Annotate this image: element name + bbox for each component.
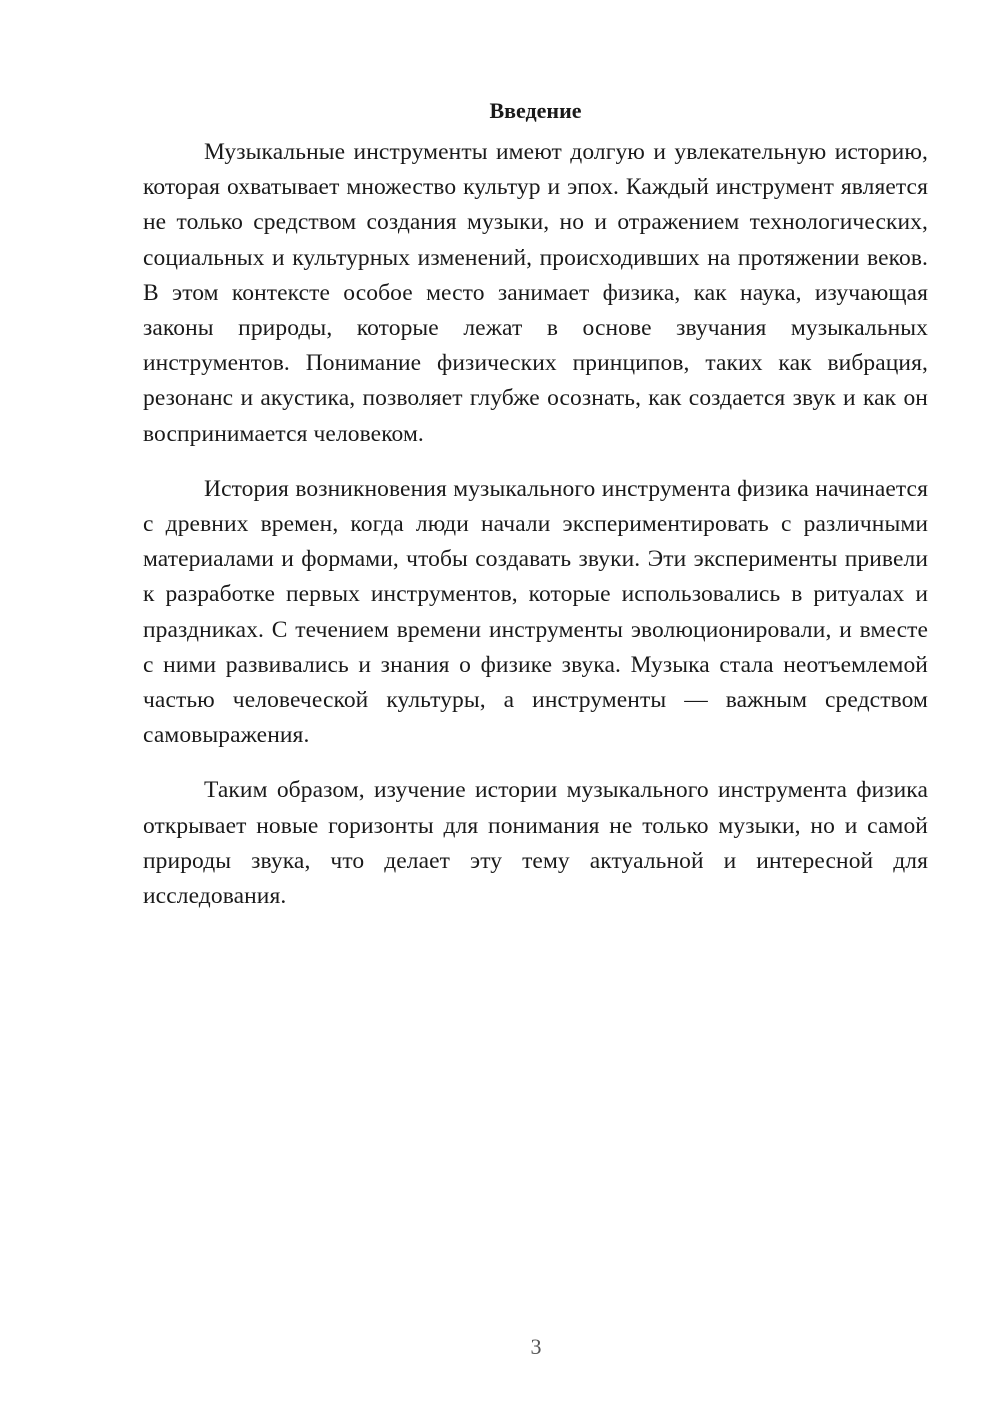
- section-heading: Введение: [489, 98, 582, 123]
- page-content: [143, 95, 928, 934]
- paragraph-intro: Музыкальные инструменты имеют долгую и увлекательную историю, которая охватывает множество культур и эпох. Каждый инструмент является не только средством создания музыки, но и отражением технологических, социальных и культурных изменений, происходивших на протяжении веков. В этом контексте особое место занимает физика, как наука, изучающая законы природы, которые лежат в основе звучания музыкальных инструментов. Понимание физических принципов, таких как вибрация, резонанс и акустика, позволяет глубже осознать, как создается звук и как он воспринимается человеком.: [143, 139, 928, 447]
- page-number: 3: [530, 1334, 542, 1359]
- paragraph-conclusion: Таким образом, изучение истории музыкального инструмента физика открывает новые горизонты для понимания не только музыки, но и самой природы звука, что делает эту тему актуальной и интересной для исследования.: [143, 777, 928, 910]
- paragraph-history: История возникновения музыкального инструмента физика начинается с древних времен, когда люди начали экспериментировать с различными материалами и формами, чтобы создавать звуки. Эти эксперименты привели к разработке первых инструментов, которые использовались в ритуалах и праздниках. С течением времени инструменты эволюционировали, и вместе с ними развивались и знания о физике звука. Музыка стала неотъемлемой частью человеческой культуры, а инструменты — важным средством самовыражения.: [143, 475, 928, 749]
